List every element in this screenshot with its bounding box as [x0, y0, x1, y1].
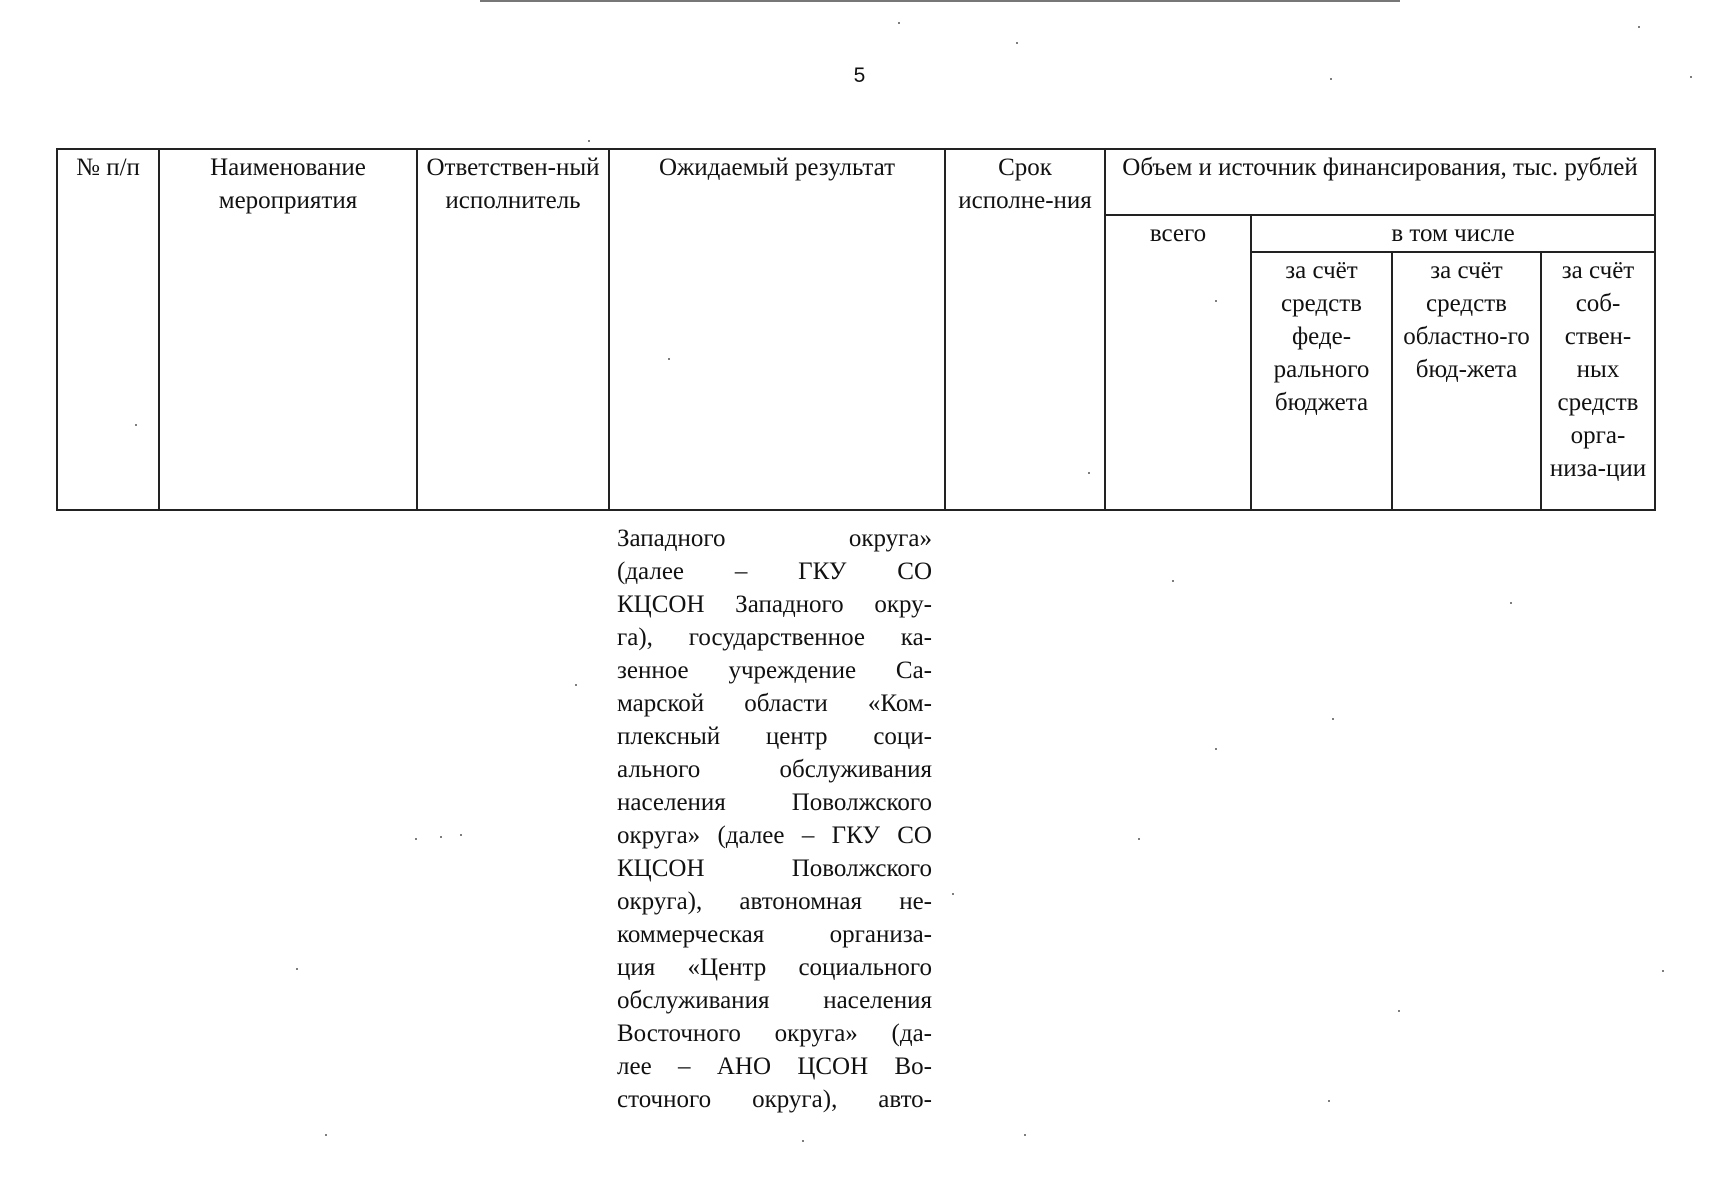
- scan-speck: [1332, 718, 1334, 720]
- scan-speck: [1138, 838, 1140, 840]
- scan-speck: [1024, 1134, 1026, 1136]
- header-including: в том числе: [1251, 215, 1655, 252]
- continuation-line: зенное учреждение Са-: [617, 657, 932, 684]
- header-federal-budget: за счёт средств феде-рального бюджета: [1251, 252, 1392, 510]
- scan-speck: [1172, 580, 1174, 582]
- scan-speck: [1662, 970, 1664, 972]
- continuation-line: Западного округа»: [617, 525, 932, 552]
- expected-result-continuation: [617, 522, 932, 1116]
- header-expected-result: Ожидаемый результат: [609, 149, 945, 510]
- header-own-funds: за счёт соб-ствен-ных средств орга-низа-ции: [1541, 252, 1655, 510]
- scan-speck: [296, 968, 298, 970]
- scan-speck: [1016, 42, 1018, 44]
- header-activity-name: Наименование мероприятия: [159, 149, 417, 510]
- scan-speck: [440, 836, 442, 838]
- header-number: № п/п: [57, 149, 159, 510]
- scan-speck: [1638, 26, 1640, 28]
- funding-table-header: [56, 148, 1656, 511]
- continuation-line: ция «Центр социального: [617, 954, 932, 981]
- scan-speck: [1510, 602, 1512, 604]
- header-responsible: Ответствен-ный исполнитель: [417, 149, 609, 510]
- scan-speck: [1088, 472, 1090, 474]
- scan-speck: [952, 893, 954, 895]
- page-number: 5: [853, 64, 866, 87]
- scan-speck: [1398, 1010, 1400, 1012]
- continuation-line: га), государственное ка-: [617, 624, 932, 651]
- scan-speck: [1330, 78, 1332, 80]
- continuation-line: КЦСОН Западного окру-: [617, 591, 932, 618]
- header-regional-budget: за счёт средств областно-го бюд-жета: [1392, 252, 1541, 510]
- scan-speck: [1215, 300, 1217, 302]
- scan-speck: [325, 1134, 327, 1136]
- scan-speck: [668, 358, 670, 360]
- continuation-line: Восточного округа» (да-: [617, 1020, 932, 1047]
- top-scan-rule: [480, 0, 1400, 2]
- continuation-line: населения Поволжского: [617, 789, 932, 816]
- scan-speck: [802, 1140, 804, 1142]
- header-funding: Объем и источник финансирования, тыс. рублей: [1105, 149, 1655, 215]
- continuation-line: обслуживания населения: [617, 987, 932, 1014]
- header-deadline: Срок исполне-ния: [945, 149, 1105, 510]
- scan-speck: [588, 140, 590, 142]
- continuation-line: коммерческая организа-: [617, 921, 932, 948]
- scan-speck: [1690, 76, 1692, 78]
- continuation-line: марской области «Ком-: [617, 690, 932, 717]
- scan-speck: [898, 22, 900, 24]
- continuation-line: лее – АНО ЦСОН Во-: [617, 1053, 932, 1080]
- continuation-line: плексный центр соци-: [617, 723, 932, 750]
- scan-speck: [460, 834, 462, 836]
- scan-speck: [135, 424, 137, 426]
- scan-speck: [415, 838, 417, 840]
- continuation-line: округа), автономная не-: [617, 888, 932, 915]
- continuation-line: округа» (далее – ГКУ СО: [617, 822, 932, 849]
- scan-speck: [1215, 748, 1217, 750]
- continuation-line: (далее – ГКУ СО: [617, 558, 932, 585]
- scan-speck: [575, 684, 577, 686]
- continuation-line: сточного округа), авто-: [617, 1086, 932, 1113]
- header-total: всего: [1105, 215, 1251, 510]
- continuation-line: КЦСОН Поволжского: [617, 855, 932, 882]
- continuation-line: ального обслуживания: [617, 756, 932, 783]
- scan-speck: [1328, 1100, 1330, 1102]
